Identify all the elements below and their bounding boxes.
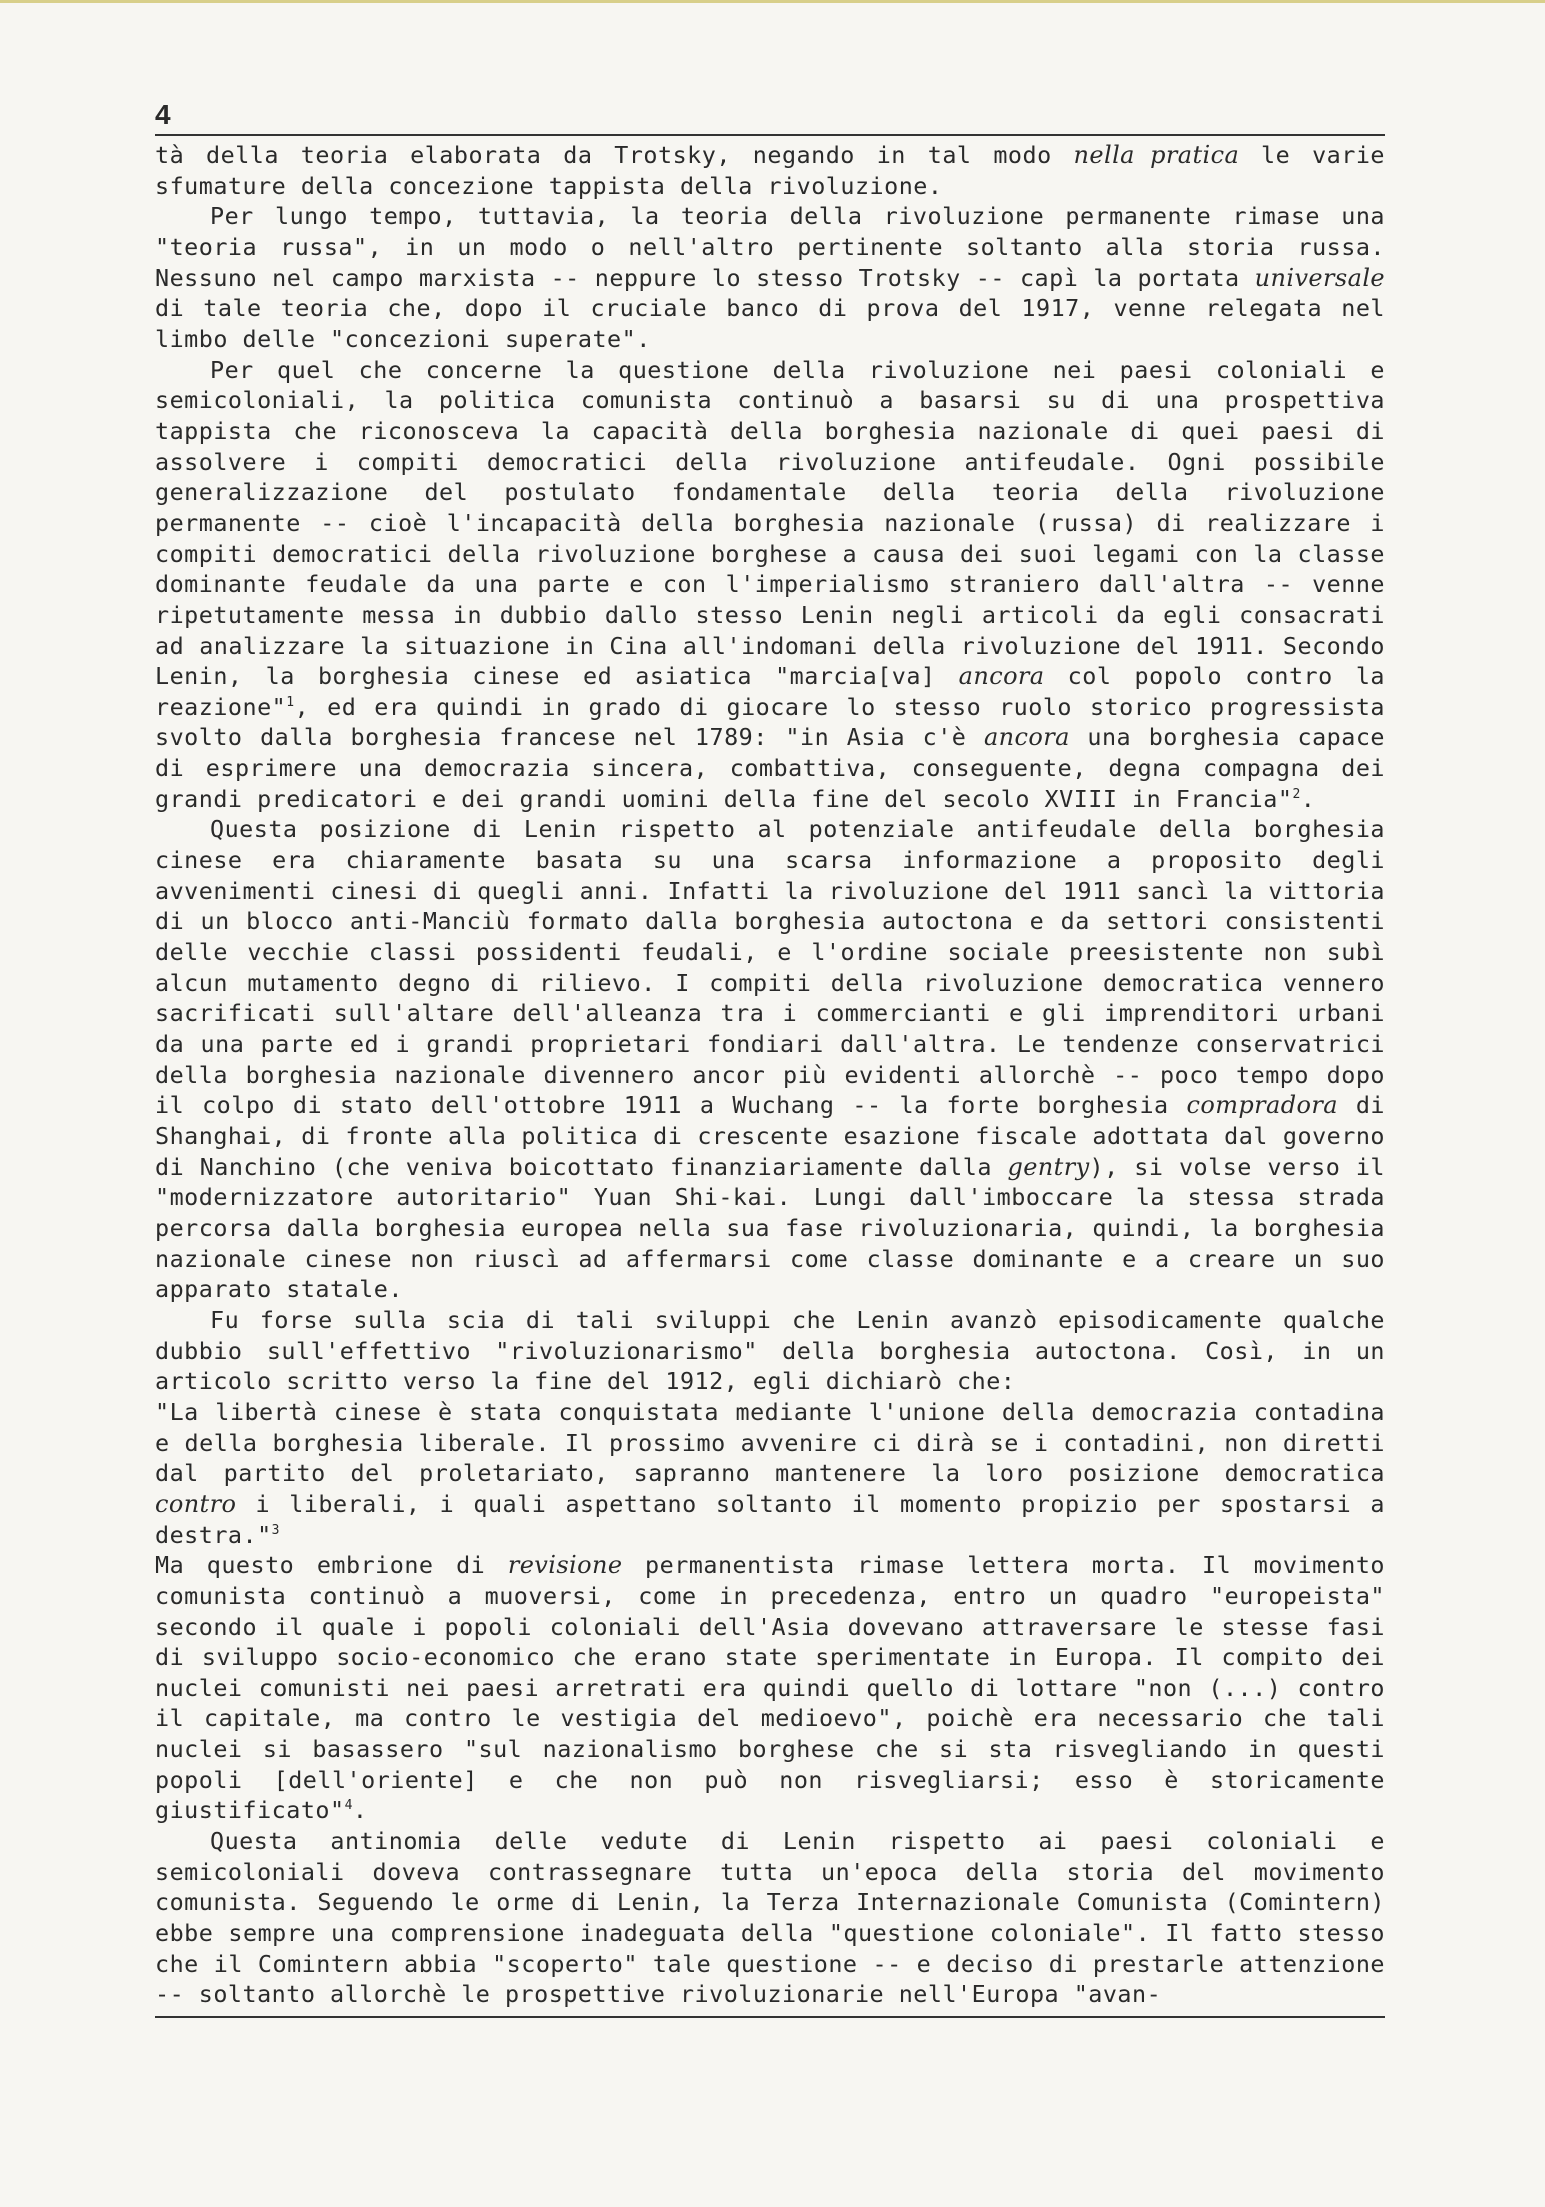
paragraph: Per lungo tempo, tuttavia, la teoria della rivoluzione permanente rimase una "teoria russa", in un modo o nell'altro pertinente soltanto alla storia russa. Nessuno nel campo marxista -- neppure lo stesso Trotsky -- capì la portata universale di tale teoria che, dopo il cruciale banco di prova del 1917, venne relegata nel limbo delle "concezioni superate". (155, 202, 1385, 353)
emphasis: ancora (983, 723, 1070, 752)
body-text (155, 140, 1385, 2010)
paragraph: Ma questo embrione di revisione permanentista rimase lettera morta. Il movimento comunista continuò a muoversi, come in precedenza, entro un quadro "europeista" secondo il quale i popoli coloniali dell'Asia dovevano attraversare le stesse fasi di sviluppo socio-economico che erano state sperimentate in Europa. Il compito dei nuclei comunisti nei paesi arretrati era quindi quello di lottare "non (...) contro il capitale, ma contro le vestigia del medioevo", poichè era necessario che tali nuclei si basassero "sul nazionalismo borghese che si sta risvegliando in questi popoli [dell'oriente] e che non può non risvegliarsi; esso è storicamente giustificato"$^4$. (155, 1551, 1385, 1825)
emphasis: revisione (507, 1551, 623, 1580)
paragraph: Fu forse sulla scia di tali sviluppi che Lenin avanzò episodicamente qualche dubbio sull'effettivo "rivoluzionarismo" della borghesia autoctona. Così, in un articolo scritto verso la fine del 1912, egli dichiarò che: (155, 1305, 1385, 1396)
emphasis: compradora (1186, 1091, 1338, 1120)
emphasis: gentry (1007, 1152, 1090, 1181)
emphasis: ancora (958, 662, 1045, 691)
header-rule (155, 134, 1385, 136)
footnote-ref: 2 (1292, 786, 1301, 802)
footnote-ref: 1 (286, 695, 295, 711)
footer-rule (155, 2016, 1385, 2018)
block-quote: "La libertà cinese è stata conquistata mediante l'unione della democrazia contadina e della borghesia liberale. Il prossimo avvenire ci dirà se i contadini, non diretti dal partito del proletariato, sapranno mantenere la loro posizione democratica contro i liberali, i quali aspettano soltanto il momento propizio per spostarsi a destra."$^3$ (155, 1397, 1385, 1549)
paragraph: Questa antinomia delle vedute di Lenin rispetto ai paesi coloniali e semicoloniali doveva contrassegnare tutta un'epoca della storia del movimento comunista. Seguendo le orme di Lenin, la Terza Internazionale Comunista (Comintern) ebbe sempre una comprensione inadeguata della "questione coloniale". Il fatto stesso che il Comintern abbia "scoperto" tale questione -- e deciso di prestarle attenzione -- soltanto allorchè le prospettive rivoluzionarie nell'Europa "avan- (155, 1827, 1385, 2009)
emphasis: nella pratica (1073, 141, 1240, 169)
paragraph-continuation: tà della teoria elaborata da Trotsky, negando in tal modo nella pratica le varie sfumature della concezione tappista della rivoluzione. (155, 141, 1385, 200)
footnote-ref: 3 (271, 1522, 280, 1538)
scan-top-edge (0, 0, 1545, 3)
document-page (155, 100, 1385, 2018)
emphasis: universale (1254, 263, 1385, 292)
emphasis: contro (155, 1489, 237, 1518)
paragraph: Questa posizione di Lenin rispetto al potenziale antifeudale della borghesia cinese era chiaramente basata su una scarsa informazione a proposito degli avvenimenti cinesi di quegli anni. Infatti la rivoluzione del 1911 sancì la vittoria di un blocco anti-Manciù formato dalla borghesia autoctona e da settori consistenti delle vecchie classi possidenti feudali, e l'ordine sociale preesistente non subì alcun mutamento degno di rilievo. I compiti della rivoluzione democratica vennero sacrificati sull'altare dell'alleanza tra i commercianti e gli imprenditori urbani da una parte ed i grandi proprietari fondiari dall'altra. Le tendenze conservatrici della borghesia nazionale divennero ancor più evidenti allorchè -- poco tempo dopo il colpo di stato dell'ottobre 1911 a Wuchang -- la forte borghesia compradora di Shanghai, di fronte alla politica di crescente esazione fiscale adottata dal governo di Nanchino (che veniva boicottato finanziariamente dalla gentry), si volse verso il "modernizzatore autoritario" Yuan Shi-kai. Lungi dall'imboccare la stessa strada percorsa dalla borghesia europea nella sua fase rivoluzionaria, quindi, la borghesia nazionale cinese non riuscì ad affermarsi come classe dominante e a creare un suo apparato statale. (155, 815, 1385, 1304)
footnote-ref: 4 (344, 1798, 353, 1814)
paragraph: Per quel che concerne la questione della rivoluzione nei paesi coloniali e semicoloniali, la politica comunista continuò a basarsi su di una prospettiva tappista che riconosceva la capacità della borghesia nazionale di quei paesi di assolvere i compiti democratici della rivoluzione antifeudale. Ogni possibile generalizzazione del postulato fondamentale della teoria della rivoluzione permanente -- cioè l'incapacità della borghesia nazionale (russa) di realizzare i compiti democratici della rivoluzione borghese a causa dei suoi legami con la classe dominante feudale da una parte e con l'imperialismo straniero dall'altra -- venne ripetutamente messa in dubbio dallo stesso Lenin negli articoli da egli consacrati ad analizzare la situazione in Cina all'indomani della rivoluzione del 1911. Secondo Lenin, la borghesia cinese ed asiatica "marcia[va] ancora col popolo contro la reazione"$^1$, ed era quindi in grado di giocare lo stesso ruolo storico progressista svolto dalla borghesia francese nel 1789: "in Asia c'è ancora una borghesia capace di esprimere una democrazia sincera, combattiva, conseguente, degna compagna dei grandi predicatori e dei grandi uomini della fine del secolo XVIII in Francia"$^2$. (155, 355, 1386, 813)
page-number: 4 (155, 99, 171, 130)
